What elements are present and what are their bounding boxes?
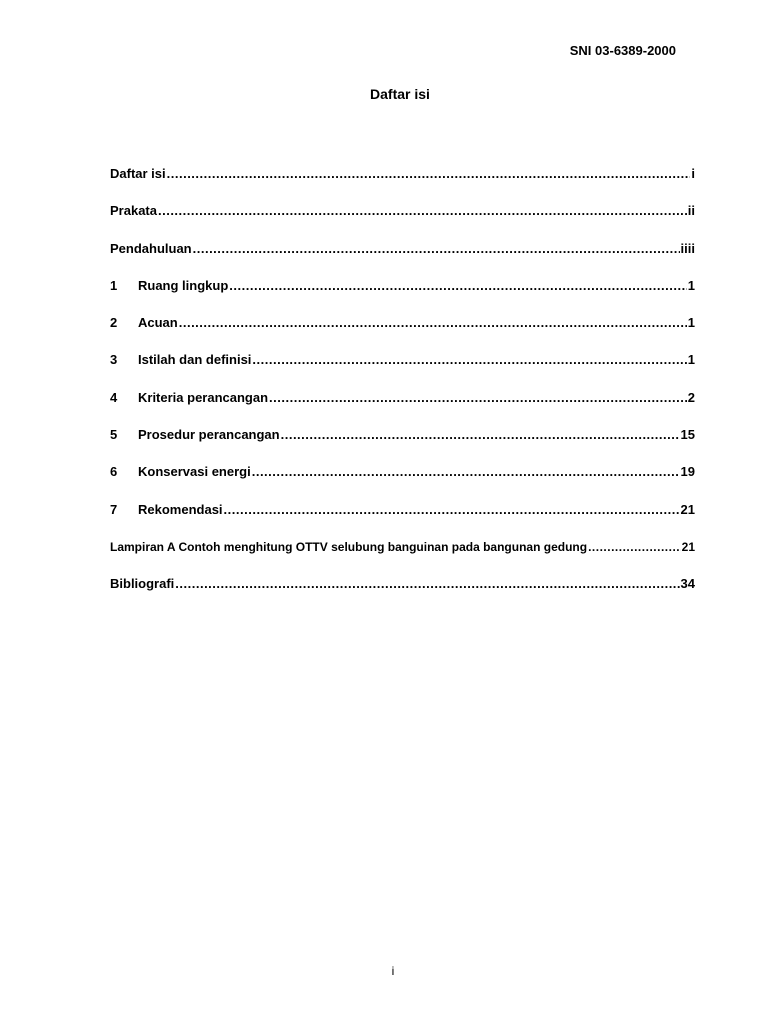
toc-entry-page: 1 [687,352,695,368]
toc-entry-label: Daftar isi [110,166,166,181]
toc-entry[interactable] [110,570,695,607]
toc-entry-label: Prosedur perancangan [138,427,280,443]
document-code: SNI 03-6389-2000 [569,43,676,58]
toc-entry-label: Kriteria perancangan [138,389,269,405]
toc-entry-page: 15 [680,427,695,443]
toc-entry-label: Bibliografi [110,576,175,592]
toc-entry[interactable] [110,235,695,272]
toc-entry[interactable] [110,272,695,309]
toc-entry-label: Pendahuluan [110,240,192,256]
toc-dot-leader [281,421,680,449]
toc-entry[interactable] [110,421,695,458]
toc-entry[interactable] [110,384,695,421]
toc-entry-page: 19 [680,464,695,480]
toc-entry-label: Konservasi energi [138,464,251,480]
toc-dot-leader [269,384,687,412]
toc-entry[interactable] [110,458,695,495]
toc-dot-leader [193,235,680,263]
toc-entry-label: Ruang lingkup [138,277,229,293]
toc-title: Daftar isi [370,86,430,102]
toc-dot-leader [175,570,679,598]
toc-entry-number: 7 [110,501,118,517]
toc-entry-page: 2 [687,389,695,405]
toc-entry-label: Rekomendasi [138,501,223,517]
toc-entry-page: 21 [680,501,695,517]
toc-entry-page: 34 [680,576,695,592]
toc-entry-number: 2 [110,315,118,331]
toc-dot-leader [252,458,680,486]
toc-entry[interactable] [110,160,695,197]
toc-entry-label: Prakata [110,203,157,219]
toc-entry-page: iiii [680,240,695,256]
toc-entry[interactable] [110,496,695,533]
toc-entry-number: 3 [110,352,118,368]
toc-dot-leader [588,533,681,561]
toc-entry-page: 1 [687,315,695,331]
toc-entry[interactable] [110,533,695,570]
toc-entry-number: 6 [110,464,118,480]
toc-dot-leader [252,346,686,374]
toc-entry-number: 1 [110,277,118,293]
toc-entry[interactable] [110,309,695,346]
toc-entry-page: 21 [681,539,695,554]
toc-entry-label: Acuan [138,315,178,331]
toc-entry-number: 5 [110,427,118,443]
toc-dot-leader [224,496,680,524]
toc-entry[interactable] [110,197,695,234]
page-number: i [391,964,395,978]
toc-entry-label: Lampiran A Contoh menghitung OTTV selubung banguinan pada bangunan gedung [110,539,588,554]
toc-entry[interactable] [110,346,695,383]
toc-entry-page: i [691,166,695,181]
toc-dot-leader [167,160,691,188]
toc-entry-page: ii [687,203,695,219]
toc-entry-number: 4 [110,389,118,405]
toc-list [110,160,695,608]
toc-entry-label: Istilah dan definisi [138,352,252,368]
toc-dot-leader [229,272,686,300]
toc-dot-leader [179,309,687,337]
toc-entry-page: 1 [687,277,695,293]
toc-dot-leader [158,197,687,225]
